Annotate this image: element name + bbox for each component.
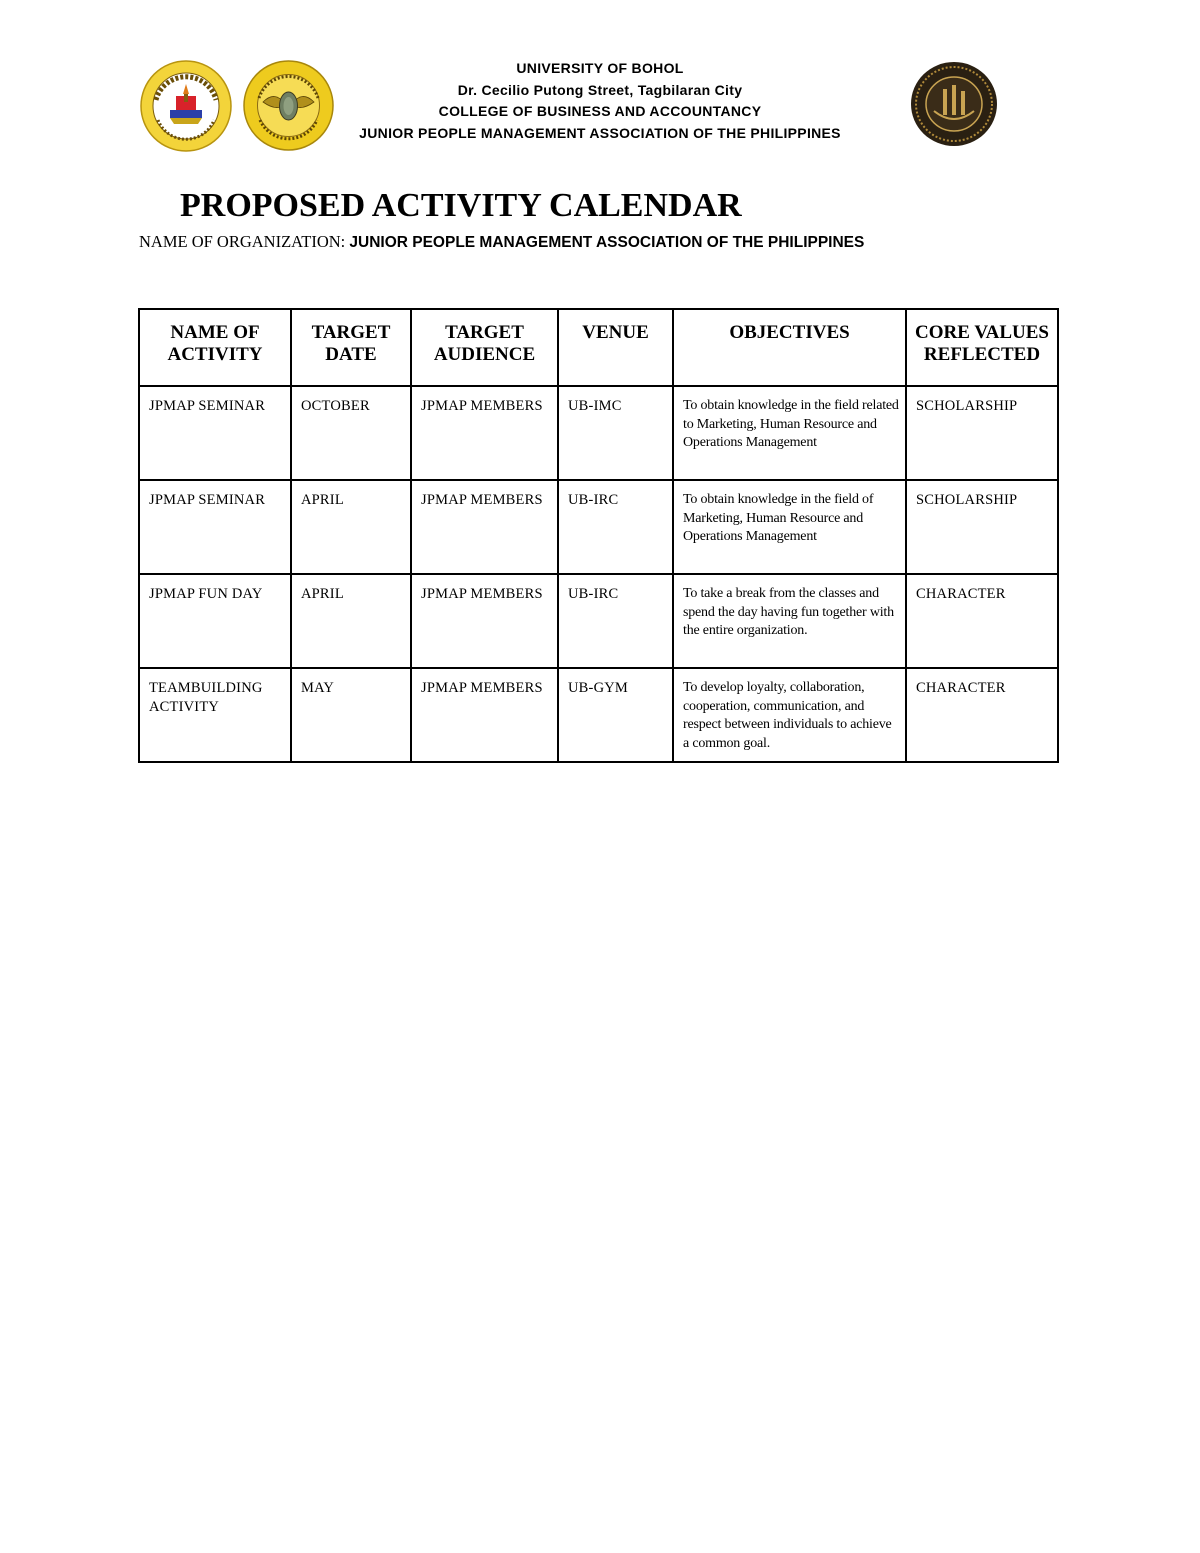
cell-objectives: To obtain knowledge in the field related to Marketing, Human Resource and Operations Management <box>673 386 906 480</box>
table-row <box>139 386 1058 480</box>
university-seal-logo <box>140 60 232 152</box>
cell-core-values: CHARACTER <box>906 668 1058 762</box>
cell-audience: JPMAP MEMBERS <box>411 574 558 668</box>
table-row <box>139 480 1058 574</box>
cell-core-values: CHARACTER <box>906 574 1058 668</box>
table-row <box>139 574 1058 668</box>
header-objectives: OBJECTIVES <box>673 309 906 386</box>
cell-activity: TEAMBUILDING ACTIVITY <box>139 668 291 762</box>
header-target-date: TARGET DATE <box>291 309 411 386</box>
organization-line <box>139 232 864 253</box>
cell-date: APRIL <box>291 574 411 668</box>
cell-date: OCTOBER <box>291 386 411 480</box>
cell-objectives: To take a break from the classes and spend the day having fun together with the entire organization. <box>673 574 906 668</box>
cell-date: APRIL <box>291 480 411 574</box>
cell-activity: JPMAP SEMINAR <box>139 386 291 480</box>
jpmap-seal-logo <box>910 61 998 147</box>
cell-objectives: To develop loyalty, collaboration, cooperation, communication, and respect between individuals to achieve a common goal. <box>673 668 906 762</box>
header-target-audience: TARGET AUDIENCE <box>411 309 558 386</box>
header-activity: NAME OF ACTIVITY <box>139 309 291 386</box>
university-address: Dr. Cecilio Putong Street, Tagbilaran City <box>457 81 743 98</box>
page-title: PROPOSED ACTIVITY CALENDAR <box>180 187 742 224</box>
cell-activity: JPMAP FUN DAY <box>139 574 291 668</box>
cell-audience: JPMAP MEMBERS <box>411 480 558 574</box>
activity-calendar-table <box>138 308 1059 763</box>
cell-core-values: SCHOLARSHIP <box>906 480 1058 574</box>
cell-objectives: To obtain knowledge in the field of Marketing, Human Resource and Operations Management <box>673 480 906 574</box>
cell-core-values: SCHOLARSHIP <box>906 386 1058 480</box>
cell-venue: UB-IRC <box>558 574 673 668</box>
cell-date: MAY <box>291 668 411 762</box>
cell-venue: UB-IMC <box>558 386 673 480</box>
letterhead <box>300 58 900 144</box>
association-name: JUNIOR PEOPLE MANAGEMENT ASSOCIATION OF THE PHILIPPINES <box>359 124 841 141</box>
organization-value: JUNIOR PEOPLE MANAGEMENT ASSOCIATION OF THE PHILIPPINES <box>349 234 865 251</box>
cell-activity: JPMAP SEMINAR <box>139 480 291 574</box>
header-core-values: CORE VALUES REFLECTED <box>906 309 1058 386</box>
organization-label: NAME OF ORGANIZATION: <box>139 232 350 251</box>
cell-audience: JPMAP MEMBERS <box>411 386 558 480</box>
table-row <box>139 668 1058 762</box>
cell-audience: JPMAP MEMBERS <box>411 668 558 762</box>
university-name: UNIVERSITY OF BOHOL <box>516 60 684 76</box>
header-venue: VENUE <box>558 309 673 386</box>
cell-venue: UB-IRC <box>558 480 673 574</box>
cell-venue: UB-GYM <box>558 668 673 762</box>
college-name: COLLEGE OF BUSINESS AND ACCOUNTANCY <box>438 103 762 119</box>
table-header-row <box>139 309 1058 386</box>
